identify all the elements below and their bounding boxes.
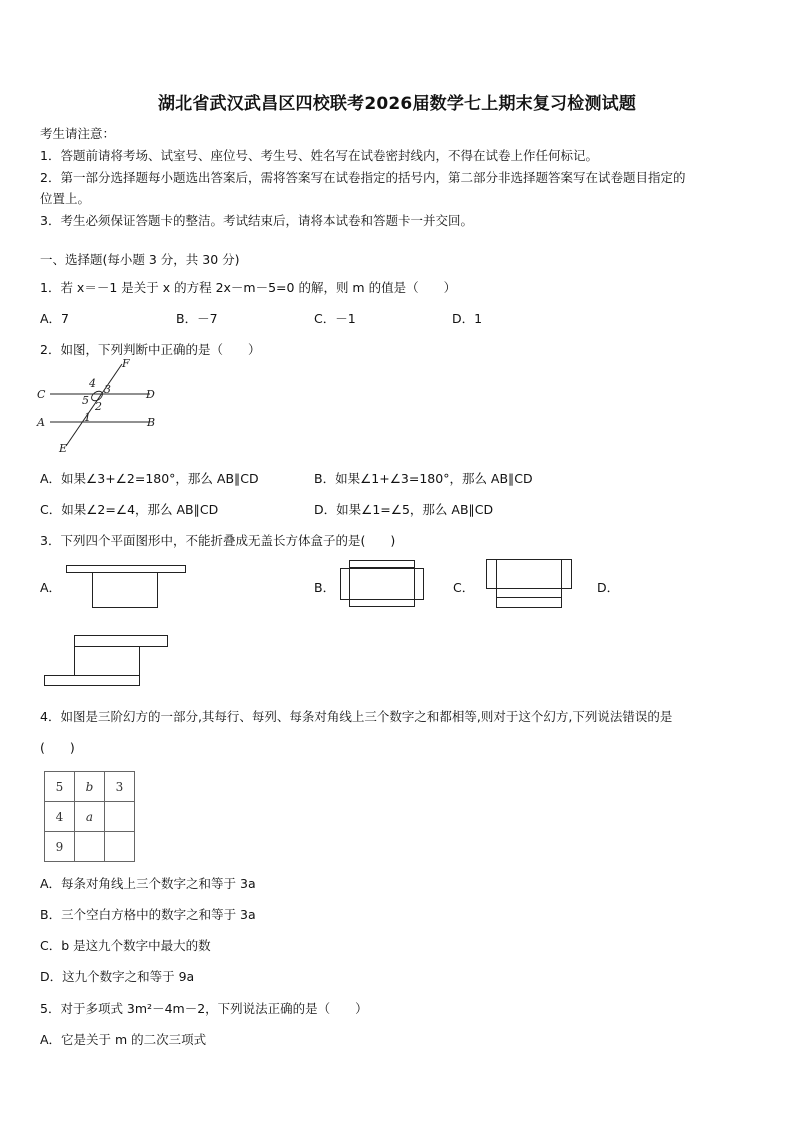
q4-option-c: C．b 是这九个数字中最大的数 xyxy=(40,938,211,953)
label-b: B xyxy=(147,416,156,429)
grid-cell: 9 xyxy=(45,832,75,862)
question-2-stem: 2．如图，下列判断中正确的是（ ） xyxy=(40,342,261,357)
label-d: D xyxy=(146,388,155,401)
question-3-stem: 3．下列四个平面图形中，不能折叠成无盖长方体盒子的是( ) xyxy=(40,533,396,548)
notice-heading: 考生请注意： xyxy=(40,126,116,141)
label-f: F xyxy=(122,357,130,370)
q2-option-d: D．如果∠1=∠5，那么 AB∥CD xyxy=(314,502,494,517)
q4-option-a: A．每条对角线上三个数字之和等于 3a xyxy=(40,876,256,891)
question-4-stem: 4．如图是三阶幻方的一部分,其每行、每列、每条对角线上三个数字之和都相等,则对于这个幻方,下列说法错误的是 xyxy=(40,709,673,724)
q3-option-c-label: C． xyxy=(453,580,475,595)
grid-cell xyxy=(105,802,135,832)
notice-item-2-cont: 位置上。 xyxy=(40,191,91,206)
q1-option-c: C．－1 xyxy=(314,311,356,326)
q4-option-d: D．这九个数字之和等于 9a xyxy=(40,969,195,984)
grid-cell: 4 xyxy=(45,802,75,832)
page-title: 湖北省武汉武昌区四校联考2026届数学七上期末复习检测试题 xyxy=(157,94,637,114)
q3-option-a-label: A． xyxy=(40,580,62,595)
angle-label-3: 3 xyxy=(104,383,111,396)
q2-option-a: A．如果∠3+∠2=180°，那么 AB∥CD xyxy=(40,471,259,486)
label-c: C xyxy=(37,388,46,401)
question-4-paren: ( ) xyxy=(40,740,75,755)
grid-cell: b xyxy=(75,772,105,802)
magic-square-grid xyxy=(44,771,135,862)
question-5-stem: 5．对于多项式 3m²－4m－2，下列说法正确的是（ ） xyxy=(40,1001,368,1016)
section-heading: 一、选择题(每小题 3 分，共 30 分) xyxy=(40,252,240,267)
question-1-stem: 1．若 x＝－1 是关于 x 的方程 2x－m－5=0 的解，则 m 的值是（ ） xyxy=(40,280,457,295)
notice-item-2: 2．第一部分选择题每小题选出答案后，需将答案写在试卷指定的括号内，第二部分非选择题答案写在试卷题目指定的 xyxy=(40,170,686,185)
q4-option-b: B．三个空白方格中的数字之和等于 3a xyxy=(40,907,256,922)
q1-option-b: B．－7 xyxy=(176,311,218,326)
angle-label-1: 1 xyxy=(84,411,91,424)
notice-item-1: 1．答题前请将考场、试室号、座位号、考生号、姓名写在试卷密封线内，不得在试卷上作任何标记。 xyxy=(40,148,598,163)
grid-cell xyxy=(75,832,105,862)
q3-option-d-label: D． xyxy=(597,580,620,595)
q1-option-a: A．7 xyxy=(40,311,70,326)
grid-cell xyxy=(105,832,135,862)
q2-option-b: B．如果∠1+∠3=180°，那么 AB∥CD xyxy=(314,471,533,486)
angle-label-5: 5 xyxy=(82,394,89,407)
q2-option-c: C．如果∠2=∠4，那么 AB∥CD xyxy=(40,502,219,517)
q3-option-b-label: B． xyxy=(314,580,336,595)
angle-label-2: 2 xyxy=(95,400,102,413)
grid-cell: a xyxy=(75,802,105,832)
grid-cell: 5 xyxy=(45,772,75,802)
q1-option-d: D．1 xyxy=(452,311,483,326)
notice-item-3: 3．考生必须保证答题卡的整洁。考试结束后，请将本试卷和答题卡一并交回。 xyxy=(40,213,473,228)
q5-option-a: A．它是关于 m 的二次三项式 xyxy=(40,1032,207,1047)
parallel-lines-figure xyxy=(30,355,170,455)
grid-cell: 3 xyxy=(105,772,135,802)
label-e: E xyxy=(59,442,68,455)
label-a: A xyxy=(37,416,45,429)
angle-label-4: 4 xyxy=(89,377,96,390)
